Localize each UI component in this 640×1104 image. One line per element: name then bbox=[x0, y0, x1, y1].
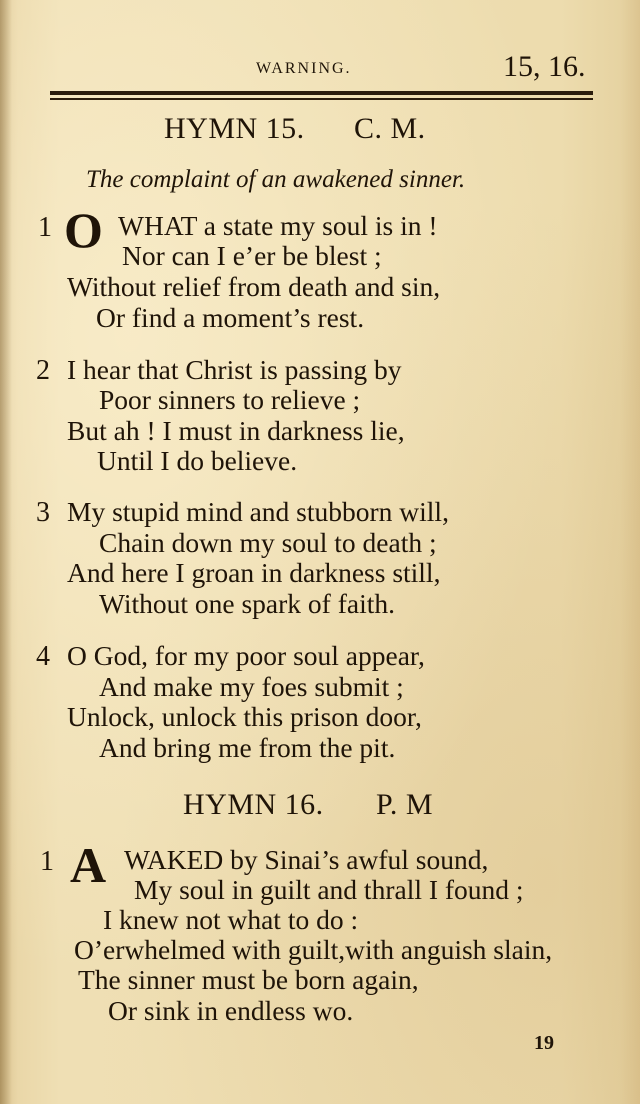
verse-line: Nor can I e’er be blest ; bbox=[122, 240, 382, 271]
verse-line: WHAT a state my soul is in ! bbox=[118, 210, 438, 241]
verse-line: Chain down my soul to death ; bbox=[99, 527, 437, 558]
verse-line: Or find a moment’s rest. bbox=[96, 302, 365, 333]
verse-line: And here I groan in darkness still, bbox=[67, 557, 441, 588]
verse-number: 3 bbox=[36, 497, 50, 528]
verse-line: O God, for my poor soul appear, bbox=[67, 640, 425, 671]
hymn-16-meter: P. M bbox=[376, 788, 434, 821]
verse-line: Or sink in endless wo. bbox=[108, 995, 354, 1026]
hymn-15-subtitle: The complaint of an awakened sinner. bbox=[86, 166, 466, 193]
hymn-range: 15, 16. bbox=[503, 50, 586, 83]
verse-line: O’erwhelmed with guilt,with anguish slain, bbox=[74, 934, 553, 965]
verse-number: 4 bbox=[36, 641, 50, 672]
verse-line: Without one spark of faith. bbox=[99, 588, 395, 619]
drop-cap: O bbox=[64, 202, 103, 258]
verse-line: Without relief from death and sin, bbox=[67, 271, 441, 302]
verse-line: I hear that Christ is passing by bbox=[67, 354, 402, 385]
verse-line: And bring me from the pit. bbox=[99, 732, 396, 763]
hymn-15-meter: C. M. bbox=[354, 112, 426, 145]
binding-shadow bbox=[0, 0, 12, 1104]
verse-line: WAKED by Sinai’s awful sound, bbox=[124, 844, 489, 875]
verse-line: The sinner must be born again, bbox=[78, 964, 419, 995]
drop-cap: A bbox=[70, 837, 107, 893]
hymn-15-title: HYMN 15. bbox=[164, 112, 305, 145]
verse-line: My stupid mind and stubborn will, bbox=[67, 496, 449, 527]
hymn-16-title: HYMN 16. bbox=[183, 788, 324, 821]
running-title: WARNING. bbox=[256, 60, 352, 77]
verse-line: I knew not what to do : bbox=[103, 904, 359, 935]
header-rule-thick bbox=[50, 91, 593, 95]
verse-number: 2 bbox=[36, 355, 50, 386]
verse-line: Until I do believe. bbox=[97, 445, 298, 476]
page-number: 19 bbox=[534, 1032, 554, 1054]
verse-number: 1 bbox=[40, 846, 54, 877]
verse-line: Poor sinners to relieve ; bbox=[99, 384, 361, 415]
verse-line: Unlock, unlock this prison door, bbox=[67, 701, 422, 732]
verse-line: And make my foes submit ; bbox=[99, 671, 404, 702]
verse-line: My soul in guilt and thrall I found ; bbox=[134, 874, 524, 905]
verse-number: 1 bbox=[38, 212, 52, 243]
verse-line: But ah ! I must in darkness lie, bbox=[67, 415, 405, 446]
header-rule-thin bbox=[50, 98, 593, 100]
